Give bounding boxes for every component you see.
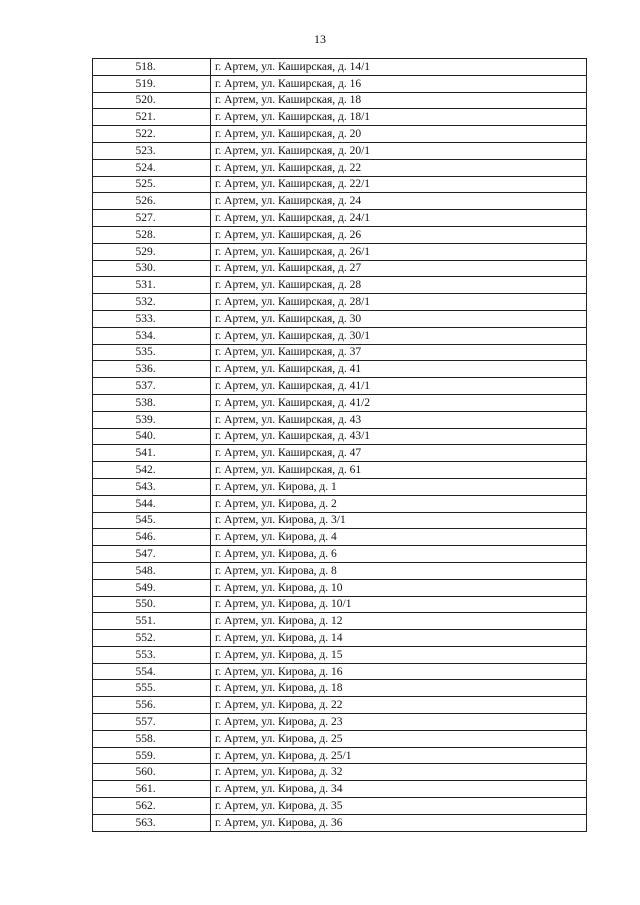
row-number-cell: 537. — [93, 378, 211, 395]
address-cell: г. Артем, ул. Кирова, д. 35 — [211, 798, 587, 815]
row-number-cell: 538. — [93, 394, 211, 411]
table-row — [93, 495, 587, 512]
row-number-cell: 525. — [93, 176, 211, 193]
address-cell: г. Артем, ул. Кирова, д. 23 — [211, 714, 587, 731]
address-cell: г. Артем, ул. Каширская, д. 27 — [211, 260, 587, 277]
table-row — [93, 411, 587, 428]
table-row — [93, 277, 587, 294]
row-number-cell: 542. — [93, 462, 211, 479]
row-number-cell: 552. — [93, 630, 211, 647]
row-number-cell: 520. — [93, 92, 211, 109]
row-number-cell: 562. — [93, 798, 211, 815]
table-row — [93, 92, 587, 109]
address-cell: г. Артем, ул. Каширская, д. 28 — [211, 277, 587, 294]
table-row — [93, 680, 587, 697]
table-row — [93, 59, 587, 76]
address-cell: г. Артем, ул. Каширская, д. 41 — [211, 361, 587, 378]
row-number-cell: 540. — [93, 428, 211, 445]
address-cell: г. Артем, ул. Кирова, д. 6 — [211, 546, 587, 563]
row-number-cell: 534. — [93, 327, 211, 344]
row-number-cell: 555. — [93, 680, 211, 697]
address-cell: г. Артем, ул. Кирова, д. 15 — [211, 646, 587, 663]
row-number-cell: 551. — [93, 613, 211, 630]
table-row — [93, 159, 587, 176]
table-row — [93, 462, 587, 479]
row-number-cell: 539. — [93, 411, 211, 428]
table-row — [93, 781, 587, 798]
address-cell: г. Артем, ул. Кирова, д. 10 — [211, 579, 587, 596]
table-row — [93, 445, 587, 462]
row-number-cell: 545. — [93, 512, 211, 529]
address-cell: г. Артем, ул. Каширская, д. 22/1 — [211, 176, 587, 193]
address-cell: г. Артем, ул. Каширская, д. 30/1 — [211, 327, 587, 344]
table-row — [93, 327, 587, 344]
address-cell: г. Артем, ул. Каширская, д. 61 — [211, 462, 587, 479]
address-cell: г. Артем, ул. Каширская, д. 43 — [211, 411, 587, 428]
table-row — [93, 226, 587, 243]
row-number-cell: 530. — [93, 260, 211, 277]
address-cell: г. Артем, ул. Кирова, д. 36 — [211, 814, 587, 831]
row-number-cell: 548. — [93, 562, 211, 579]
address-cell: г. Артем, ул. Кирова, д. 4 — [211, 529, 587, 546]
table-row — [93, 730, 587, 747]
table-row — [93, 361, 587, 378]
address-cell: г. Артем, ул. Кирова, д. 2 — [211, 495, 587, 512]
table-row — [93, 663, 587, 680]
address-cell: г. Артем, ул. Каширская, д. 30 — [211, 310, 587, 327]
table-row — [93, 109, 587, 126]
row-number-cell: 522. — [93, 126, 211, 143]
table-row — [93, 243, 587, 260]
row-number-cell: 557. — [93, 714, 211, 731]
table-row — [93, 512, 587, 529]
address-cell: г. Артем, ул. Каширская, д. 20 — [211, 126, 587, 143]
row-number-cell: 518. — [93, 59, 211, 76]
address-cell: г. Артем, ул. Каширская, д. 22 — [211, 159, 587, 176]
table-row — [93, 310, 587, 327]
row-number-cell: 531. — [93, 277, 211, 294]
row-number-cell: 524. — [93, 159, 211, 176]
table-row — [93, 814, 587, 831]
address-cell: г. Артем, ул. Каширская, д. 43/1 — [211, 428, 587, 445]
address-cell: г. Артем, ул. Каширская, д. 24 — [211, 193, 587, 210]
table-row — [93, 546, 587, 563]
row-number-cell: 533. — [93, 310, 211, 327]
address-cell: г. Артем, ул. Кирова, д. 25 — [211, 730, 587, 747]
table-row — [93, 529, 587, 546]
table-row — [93, 714, 587, 731]
row-number-cell: 546. — [93, 529, 211, 546]
address-table — [92, 58, 587, 832]
address-cell: г. Артем, ул. Кирова, д. 14 — [211, 630, 587, 647]
row-number-cell: 560. — [93, 764, 211, 781]
table-row — [93, 378, 587, 395]
row-number-cell: 529. — [93, 243, 211, 260]
page-number: 13 — [314, 32, 326, 46]
table-row — [93, 764, 587, 781]
table-row — [93, 747, 587, 764]
row-number-cell: 521. — [93, 109, 211, 126]
row-number-cell: 543. — [93, 478, 211, 495]
address-cell: г. Артем, ул. Каширская, д. 18 — [211, 92, 587, 109]
table-row — [93, 596, 587, 613]
table-row — [93, 798, 587, 815]
row-number-cell: 523. — [93, 142, 211, 159]
row-number-cell: 550. — [93, 596, 211, 613]
row-number-cell: 519. — [93, 75, 211, 92]
address-cell: г. Артем, ул. Каширская, д. 47 — [211, 445, 587, 462]
row-number-cell: 553. — [93, 646, 211, 663]
address-cell: г. Артем, ул. Каширская, д. 37 — [211, 344, 587, 361]
row-number-cell: 532. — [93, 294, 211, 311]
row-number-cell: 558. — [93, 730, 211, 747]
row-number-cell: 547. — [93, 546, 211, 563]
address-table-body — [93, 59, 587, 832]
row-number-cell: 528. — [93, 226, 211, 243]
row-number-cell: 549. — [93, 579, 211, 596]
row-number-cell: 536. — [93, 361, 211, 378]
address-cell: г. Артем, ул. Кирова, д. 1 — [211, 478, 587, 495]
table-row — [93, 697, 587, 714]
table-row — [93, 75, 587, 92]
address-cell: г. Артем, ул. Кирова, д. 10/1 — [211, 596, 587, 613]
address-cell: г. Артем, ул. Каширская, д. 41/1 — [211, 378, 587, 395]
table-row — [93, 344, 587, 361]
table-row — [93, 613, 587, 630]
row-number-cell: 563. — [93, 814, 211, 831]
table-row — [93, 294, 587, 311]
row-number-cell: 554. — [93, 663, 211, 680]
address-cell: г. Артем, ул. Каширская, д. 28/1 — [211, 294, 587, 311]
row-number-cell: 561. — [93, 781, 211, 798]
table-row — [93, 176, 587, 193]
table-row — [93, 126, 587, 143]
address-cell: г. Артем, ул. Каширская, д. 16 — [211, 75, 587, 92]
address-cell: г. Артем, ул. Кирова, д. 32 — [211, 764, 587, 781]
row-number-cell: 541. — [93, 445, 211, 462]
address-cell: г. Артем, ул. Каширская, д. 24/1 — [211, 210, 587, 227]
address-cell: г. Артем, ул. Кирова, д. 3/1 — [211, 512, 587, 529]
table-row — [93, 646, 587, 663]
address-cell: г. Артем, ул. Каширская, д. 26/1 — [211, 243, 587, 260]
address-cell: г. Артем, ул. Кирова, д. 18 — [211, 680, 587, 697]
row-number-cell: 544. — [93, 495, 211, 512]
table-row — [93, 579, 587, 596]
address-cell: г. Артем, ул. Кирова, д. 8 — [211, 562, 587, 579]
address-cell: г. Артем, ул. Каширская, д. 14/1 — [211, 59, 587, 76]
table-row — [93, 260, 587, 277]
table-row — [93, 210, 587, 227]
address-cell: г. Артем, ул. Кирова, д. 22 — [211, 697, 587, 714]
table-row — [93, 394, 587, 411]
address-cell: г. Артем, ул. Каширская, д. 20/1 — [211, 142, 587, 159]
row-number-cell: 526. — [93, 193, 211, 210]
table-row — [93, 142, 587, 159]
table-row — [93, 193, 587, 210]
table-row — [93, 562, 587, 579]
table-row — [93, 478, 587, 495]
address-cell: г. Артем, ул. Каширская, д. 26 — [211, 226, 587, 243]
address-cell: г. Артем, ул. Кирова, д. 34 — [211, 781, 587, 798]
row-number-cell: 527. — [93, 210, 211, 227]
address-cell: г. Артем, ул. Кирова, д. 12 — [211, 613, 587, 630]
address-cell: г. Артем, ул. Кирова, д. 25/1 — [211, 747, 587, 764]
address-cell: г. Артем, ул. Кирова, д. 16 — [211, 663, 587, 680]
address-cell: г. Артем, ул. Каширская, д. 18/1 — [211, 109, 587, 126]
address-cell: г. Артем, ул. Каширская, д. 41/2 — [211, 394, 587, 411]
row-number-cell: 559. — [93, 747, 211, 764]
row-number-cell: 556. — [93, 697, 211, 714]
table-row — [93, 428, 587, 445]
table-row — [93, 630, 587, 647]
row-number-cell: 535. — [93, 344, 211, 361]
